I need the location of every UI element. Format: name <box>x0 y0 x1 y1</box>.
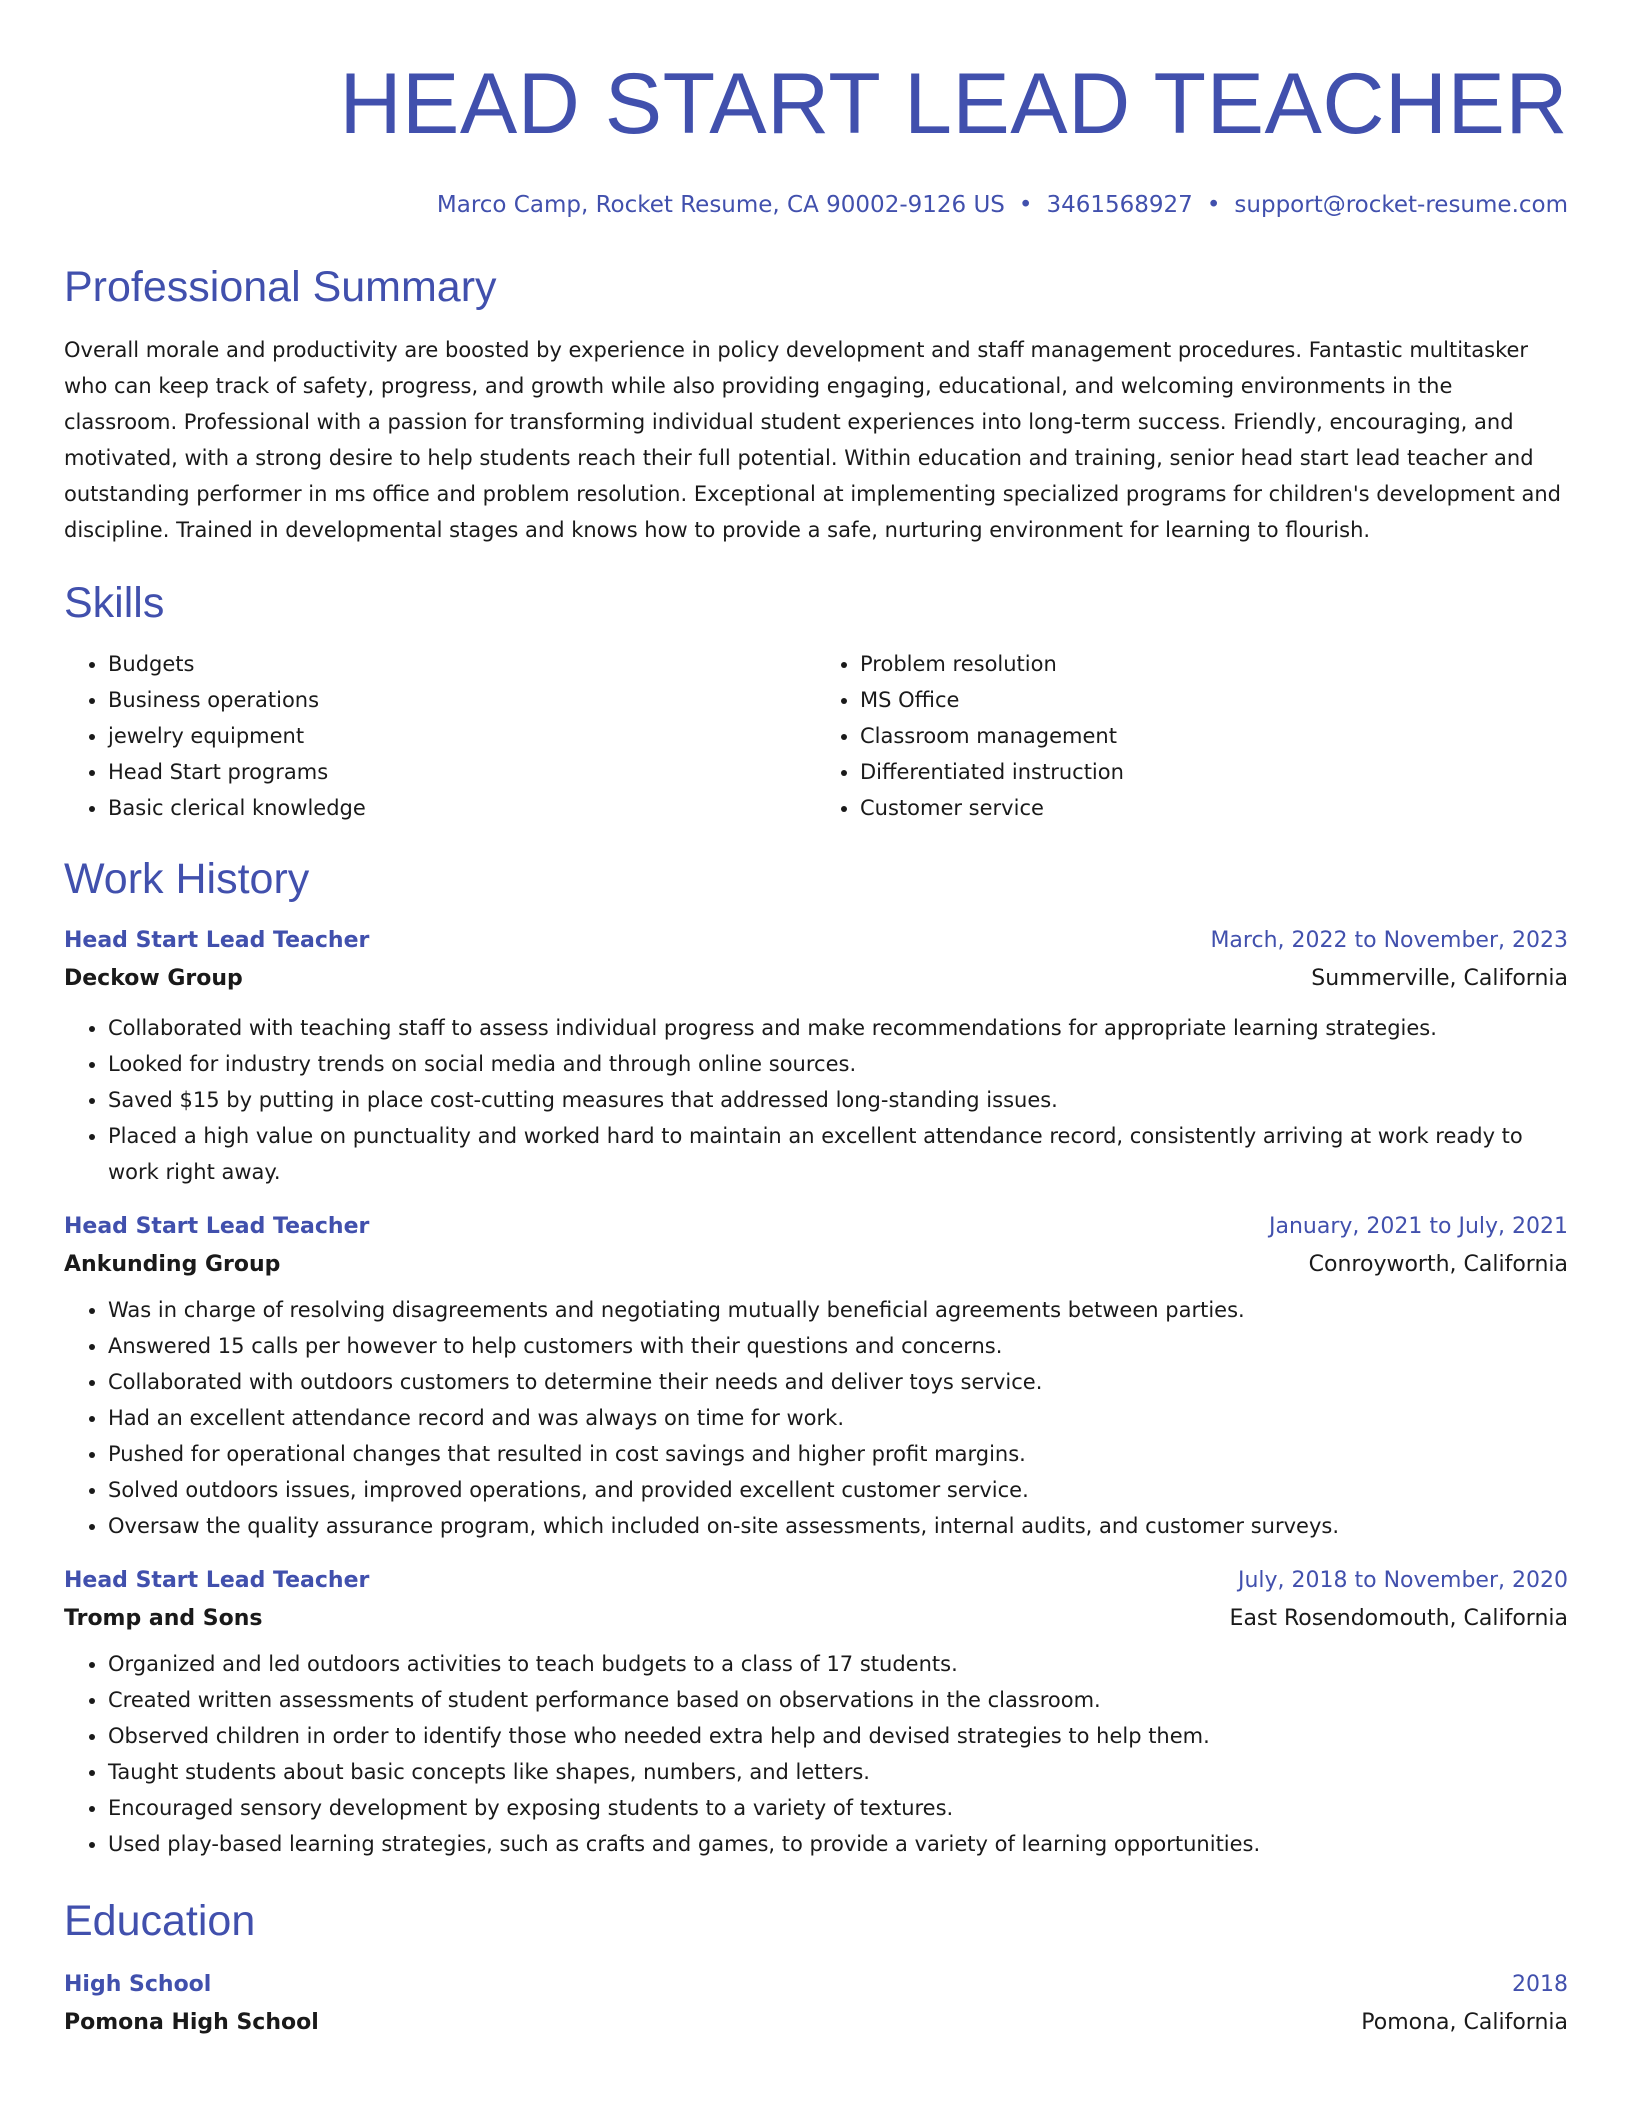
contact-separator: • <box>1206 192 1221 218</box>
job-bullet: • Oversaw the quality assurance program, which included on-site assessments, internal audits, and customer surveys. <box>108 1508 1568 1544</box>
education-entry <box>64 1970 1568 2038</box>
job-bullet: • Solved outdoors issues, improved operations, and provided excellent customer service. <box>108 1472 1568 1508</box>
job-location: Conroyworth, California <box>1308 1252 1568 1277</box>
job-bullets <box>64 1010 1568 1190</box>
job-bullet: • Was in charge of resolving disagreements and negotiating mutually beneficial agreements between parties. <box>108 1292 1568 1328</box>
skills-list <box>64 646 1568 826</box>
skill-item: • MS Office <box>860 682 1568 718</box>
education-degree: High School <box>64 1972 212 1997</box>
job-bullets <box>64 1646 1568 1862</box>
education-header-row <box>64 1970 1568 2000</box>
job-bullet: • Collaborated with teaching staff to assess individual progress and make recommendations for appropriate learning strategies. <box>108 1010 1568 1046</box>
summary-text: Overall morale and productivity are boosted by experience in policy development and staff management procedures. Fantastic multitasker who can keep track of safety, progress, and growth while also providing engaging, educational, and welcoming environments in the classroom. Professional with a passion for transforming individual student experiences into long-term success. Friendly, encouraging, and motivated, with a strong desire to help students reach their full potential. Within education and training, senior head start lead teacher and outstanding performer in ms office and problem resolution. Exceptional at implementing specialized programs for children's development and discipline. Trained in developmental stages and knows how to provide a safe, nurturing environment for learning to flourish. <box>64 338 1562 542</box>
job-company: Tromp and Sons <box>64 1606 263 1631</box>
job-entry <box>64 1566 1568 1862</box>
summary-heading: Professional Summary <box>64 263 497 311</box>
education-location: Pomona, California <box>1361 2010 1568 2035</box>
work-history-heading: Work History <box>64 855 310 903</box>
job-location: Summerville, California <box>1311 966 1568 991</box>
job-dates: July, 2018 to November, 2020 <box>1237 1568 1568 1593</box>
job-bullet: • Organized and led outdoors activities to teach budgets to a class of 17 students. <box>108 1646 1568 1682</box>
job-bullet: • Taught students about basic concepts like shapes, numbers, and letters. <box>108 1754 1568 1790</box>
job-bullet: • Created written assessments of student performance based on observations in the classroom. <box>108 1682 1568 1718</box>
skill-item: • Customer service <box>860 790 1568 826</box>
job-bullet: • Saved $15 by putting in place cost-cutting measures that addressed long-standing issues. <box>108 1082 1568 1118</box>
skills-heading: Skills <box>64 579 165 627</box>
skills-column-right <box>816 646 1568 826</box>
job-company: Deckow Group <box>64 966 243 991</box>
job-bullet: • Collaborated with outdoors customers to determine their needs and deliver toys service. <box>108 1364 1568 1400</box>
skill-item: • Head Start programs <box>108 754 816 790</box>
job-company-row <box>64 1604 1568 1634</box>
job-title: Head Start Lead Teacher <box>64 1214 370 1239</box>
job-bullet: • Looked for industry trends on social media and through online sources. <box>108 1046 1568 1082</box>
job-header-row <box>64 1566 1568 1596</box>
contact-phone: 3461568927 <box>1046 192 1193 218</box>
job-dates: March, 2022 to November, 2023 <box>1210 928 1568 953</box>
contact-separator: • <box>1018 192 1033 218</box>
job-header-row <box>64 1212 1568 1242</box>
job-title: Head Start Lead Teacher <box>64 928 370 953</box>
skill-item: • Differentiated instruction <box>860 754 1568 790</box>
job-bullet: • Pushed for operational changes that resulted in cost savings and higher profit margins. <box>108 1436 1568 1472</box>
education-heading: Education <box>64 1897 256 1945</box>
skill-item: • Basic clerical knowledge <box>108 790 816 826</box>
job-entry <box>64 926 1568 1190</box>
education-school: Pomona High School <box>64 2010 319 2035</box>
job-bullet: • Placed a high value on punctuality and worked hard to maintain an excellent attendance record, consistently arriving at work ready to work right away. <box>108 1118 1568 1190</box>
contact-address: Marco Camp, Rocket Resume, CA 90002-9126 US <box>436 192 1005 218</box>
job-bullet: • Observed children in order to identify those who needed extra help and devised strategies to help them. <box>108 1718 1568 1754</box>
skill-item: • Classroom management <box>860 718 1568 754</box>
contact-email: support@rocket-resume.com <box>1234 192 1568 218</box>
job-bullet: • Answered 15 calls per however to help customers with their questions and concerns. <box>108 1328 1568 1364</box>
skill-item: • Budgets <box>108 646 816 682</box>
job-location: East Rosendomouth, California <box>1229 1606 1568 1631</box>
skills-column-left <box>64 646 816 826</box>
job-bullet: • Had an excellent attendance record and was always on time for work. <box>108 1400 1568 1436</box>
job-dates: January, 2021 to July, 2021 <box>1269 1214 1568 1239</box>
job-bullet: • Encouraged sensory development by exposing students to a variety of textures. <box>108 1790 1568 1826</box>
candidate-name: HEAD START LEAD TEACHER <box>339 56 1568 152</box>
job-header-row <box>64 926 1568 956</box>
job-company-row <box>64 964 1568 994</box>
job-company-row <box>64 1250 1568 1280</box>
job-bullets <box>64 1292 1568 1544</box>
skill-item: • Problem resolution <box>860 646 1568 682</box>
job-company: Ankunding Group <box>64 1252 281 1277</box>
job-bullet: • Used play-based learning strategies, such as crafts and games, to provide a variety of learning opportunities. <box>108 1826 1568 1862</box>
job-title: Head Start Lead Teacher <box>64 1568 370 1593</box>
skill-item: • Business operations <box>108 682 816 718</box>
education-year: 2018 <box>1512 1972 1568 1997</box>
contact-line <box>64 190 1568 220</box>
resume-header <box>64 58 1568 220</box>
skill-item: • jewelry equipment <box>108 718 816 754</box>
job-entry <box>64 1212 1568 1544</box>
education-school-row <box>64 2008 1568 2038</box>
